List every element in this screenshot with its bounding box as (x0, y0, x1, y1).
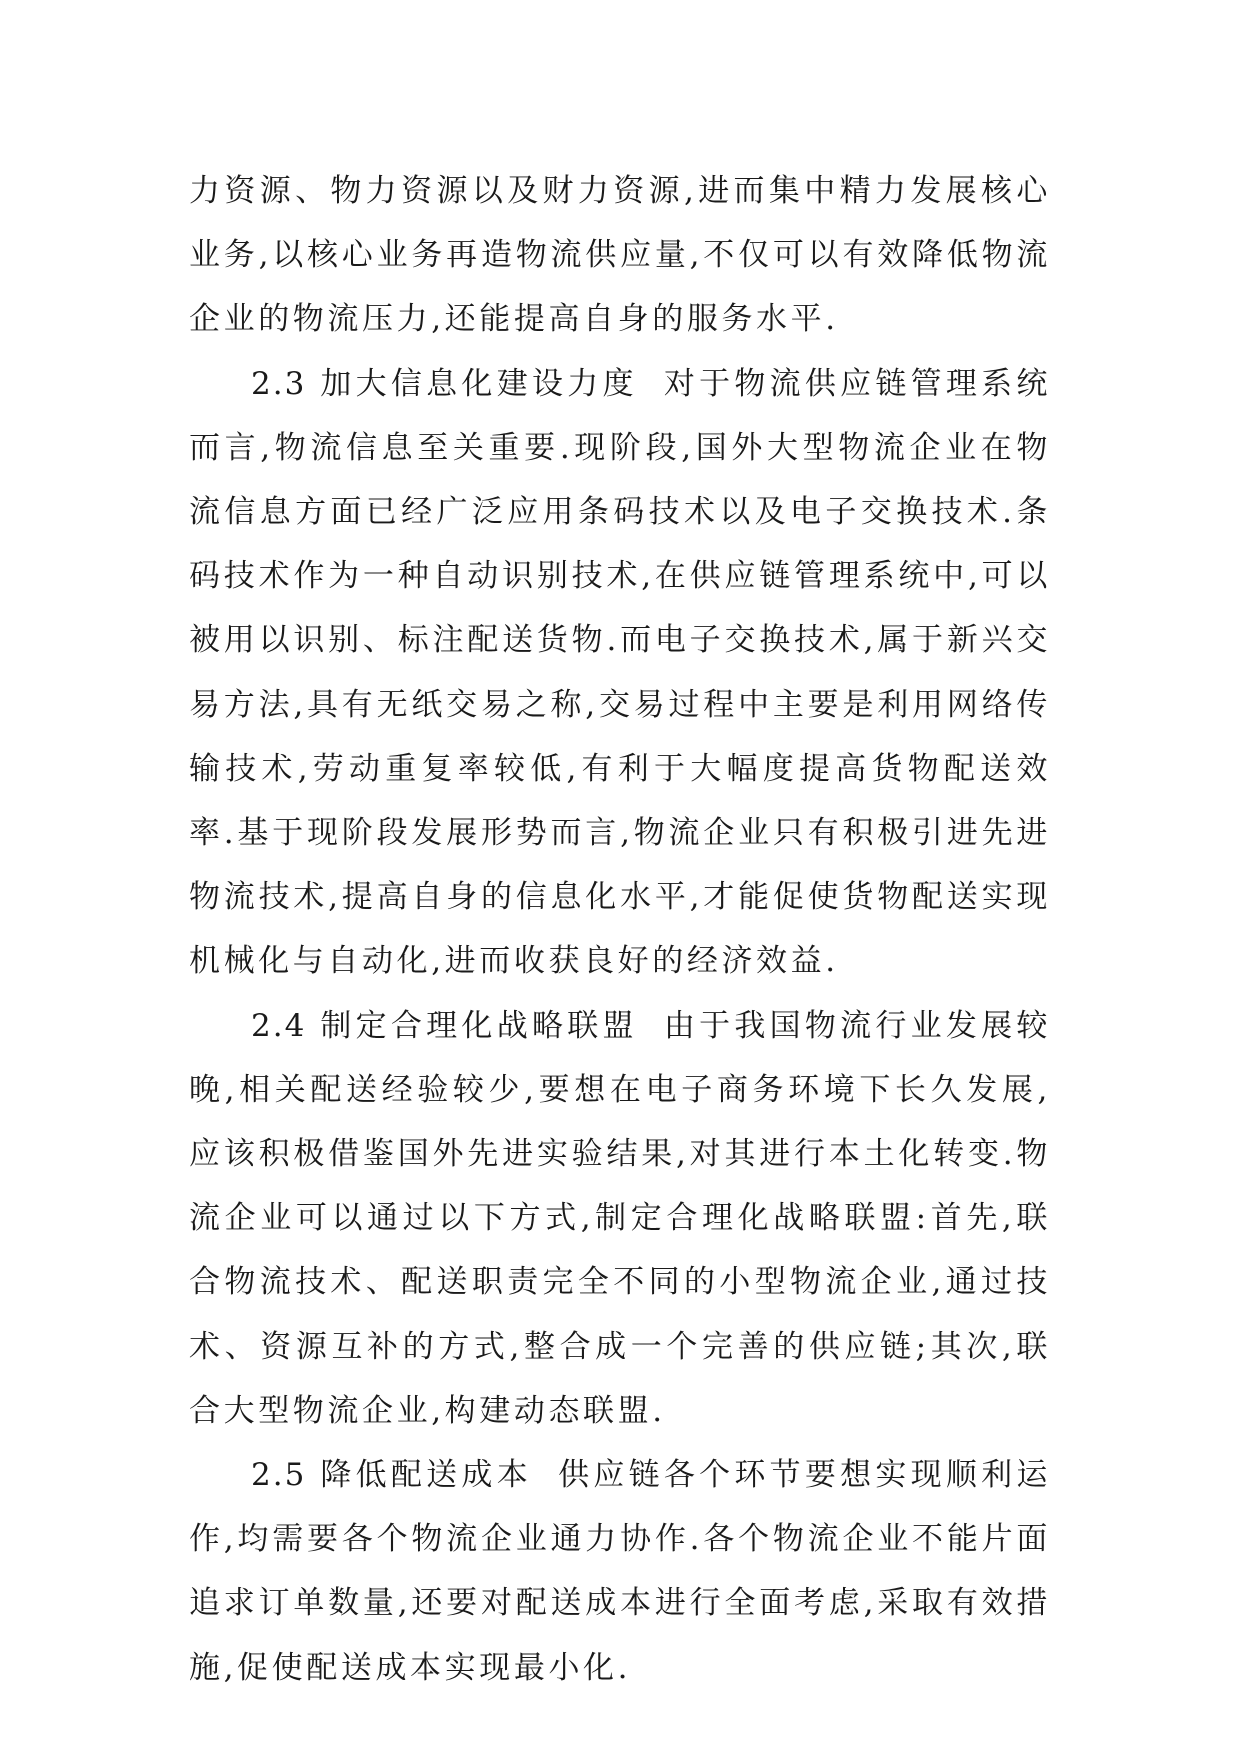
paragraph-section-2-3 (189, 352, 1051, 994)
paragraph-body: 由于我国物流行业发展较晚,相关配送经验较少,要想在电子商务环境下长久发展,应该积极借鉴国外先进实验结果,对其进行本土化转变.物流企业可以通过以下方式,制定合理化战略联盟:首先,联合物流技术、配送职责完全不同的小型物流企业,通过技术、资源互补的方式,整合成一个完善的供应链;其次,联合大型物流企业,构建动态联盟. (189, 1007, 1051, 1429)
section-title: 制定合理化战略联盟 (320, 1007, 638, 1044)
section-number: 2.3 (251, 365, 307, 402)
paragraph-body: 对于物流供应链管理系统而言,物流信息至关重要.现阶段,国外大型物流企业在物流信息方面已经广泛应用条码技术以及电子交换技术.条码技术作为一种自动识别技术,在供应链管理系统中,可以被用以识别、标注配送货物.而电子交换技术,属于新兴交易方法,具有无纸交易之称,交易过程中主要是利用网络传输技术,劳动重复率较低,有利于大幅度提高货物配送效率.基于现阶段发展形势而言,物流企业只有积极引进先进物流技术,提高自身的信息化水平,才能促使货物配送实现机械化与自动化,进而收获良好的经济效益. (189, 365, 1051, 980)
paragraph-section-2-4 (189, 994, 1051, 1443)
section-number: 2.5 (251, 1457, 307, 1494)
section-number: 2.4 (251, 1007, 307, 1044)
paragraph-body: 力资源、物力资源以及财力资源,进而集中精力发展核心业务,以核心业务再造物流供应量,不仅可以有效降低物流企业的物流压力,还能提高自身的服务水平. (189, 173, 1051, 338)
paragraph-continuation (189, 159, 1051, 352)
paragraph-section-2-5 (189, 1443, 1051, 1700)
paragraph-body: 供应链各个环节要想实现顺利运作,均需要各个物流企业通力协作.各个物流企业不能片面追求订单数量,还要对配送成本进行全面考虑,采取有效措施,促使配送成本实现最小化. (189, 1457, 1051, 1686)
section-title: 降低配送成本 (320, 1457, 532, 1494)
document-body (189, 159, 1051, 1700)
section-title: 加大信息化建设力度 (320, 365, 638, 402)
